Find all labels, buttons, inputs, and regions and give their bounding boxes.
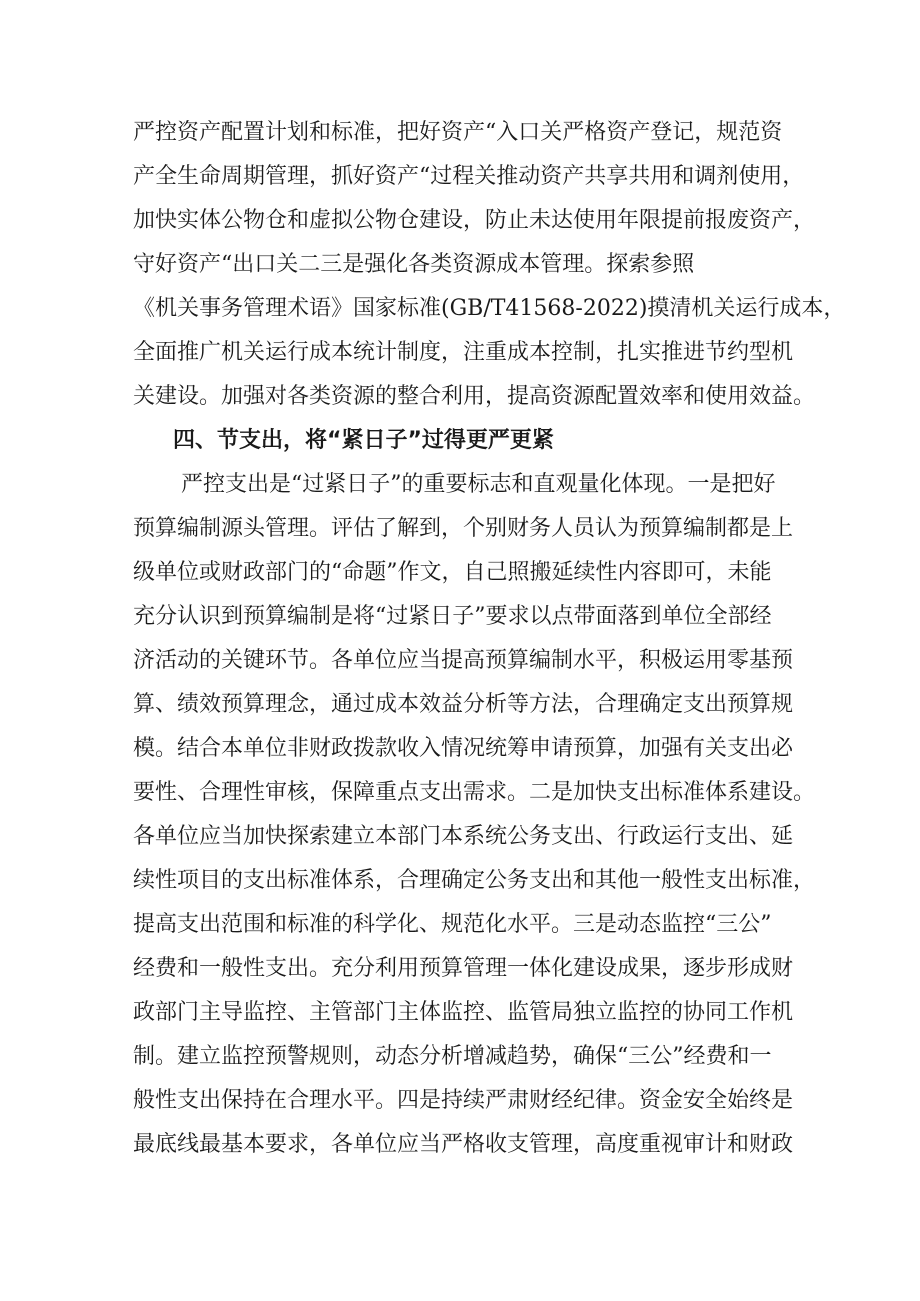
- body-line: 算、绩效预算理念，通过成本效益分析等方法，合理确定支出预算规: [133, 692, 794, 717]
- body-line: 严控资产配置计划和标准，把好资产“入口关严格资产登记，规范资: [133, 120, 783, 145]
- body-line: 关建设。加强对各类资源的整合利用，提高资源配置效率和使用效益。: [133, 384, 816, 409]
- body-line: 各单位应当加快探索建立本部门本系统公务支出、行政运行支出、延: [133, 824, 794, 849]
- body-line: 济活动的关键环节。各单位应当提高预算编制水平，积极运用零基预: [133, 648, 794, 673]
- body-line: 充分认识到预算编制是将“过紧日子”要求以点带面落到单位全部经: [133, 604, 772, 629]
- body-line: 全面推广机关运行成本统计制度，注重成本控制，扎实推进节约型机: [133, 340, 794, 365]
- body-line: 提高支出范围和标准的科学化、规范化水平。三是动态监控“三公”: [133, 912, 772, 937]
- section-heading: 四、节支出，将“紧日子”过得更严更紧: [173, 428, 554, 453]
- body-line: 产全生命周期管理，抓好资产“过程关推动资产共享共用和调剂使用，: [133, 164, 805, 189]
- body-line: 守好资产“出口关二三是强化各类资源成本管理。探索参照: [133, 252, 695, 277]
- paragraph-first-line: 严控支出是“过紧日子”的重要标志和直观量化体现。一是把好: [181, 472, 776, 497]
- body-line: 政部门主导监控、主管部门主体监控、监管局独立监控的协同工作机: [133, 1000, 794, 1025]
- body-line: 续性项目的支出标准体系，合理确定公务支出和其他一般性支出标准，: [133, 868, 816, 893]
- body-line: 预算编制源头管理。评估了解到，个别财务人员认为预算编制都是上: [133, 516, 794, 541]
- body-line: 级单位或财政部门的“命题”作文，自己照搬延续性内容即可，未能: [133, 560, 772, 585]
- body-line: 经费和一般性支出。充分利用预算管理一体化建设成果，逐步形成财: [133, 956, 794, 981]
- body-line: 《机关事务管理术语》国家标准(GB/T41568-2022)摸清机关运行成本，: [133, 296, 846, 321]
- body-line: 模。结合本单位非财政拨款收入情况统筹申请预算，加强有关支出必: [133, 736, 794, 761]
- body-line: 加快实体公物仓和虚拟公物仓建设，防止未达使用年限提前报废资产，: [133, 208, 816, 233]
- body-line: 要性、合理性审核，保障重点支出需求。二是加快支出标准体系建设。: [133, 780, 816, 805]
- body-line: 最底线最基本要求，各单位应当严格收支管理，高度重视审计和财政: [133, 1132, 794, 1157]
- body-line: 般性支出保持在合理水平。四是持续严肃财经纪律。资金安全始终是: [133, 1088, 794, 1113]
- body-line: 制。建立监控预警规则，动态分析增减趋势，确保“三公”经费和一: [133, 1044, 772, 1069]
